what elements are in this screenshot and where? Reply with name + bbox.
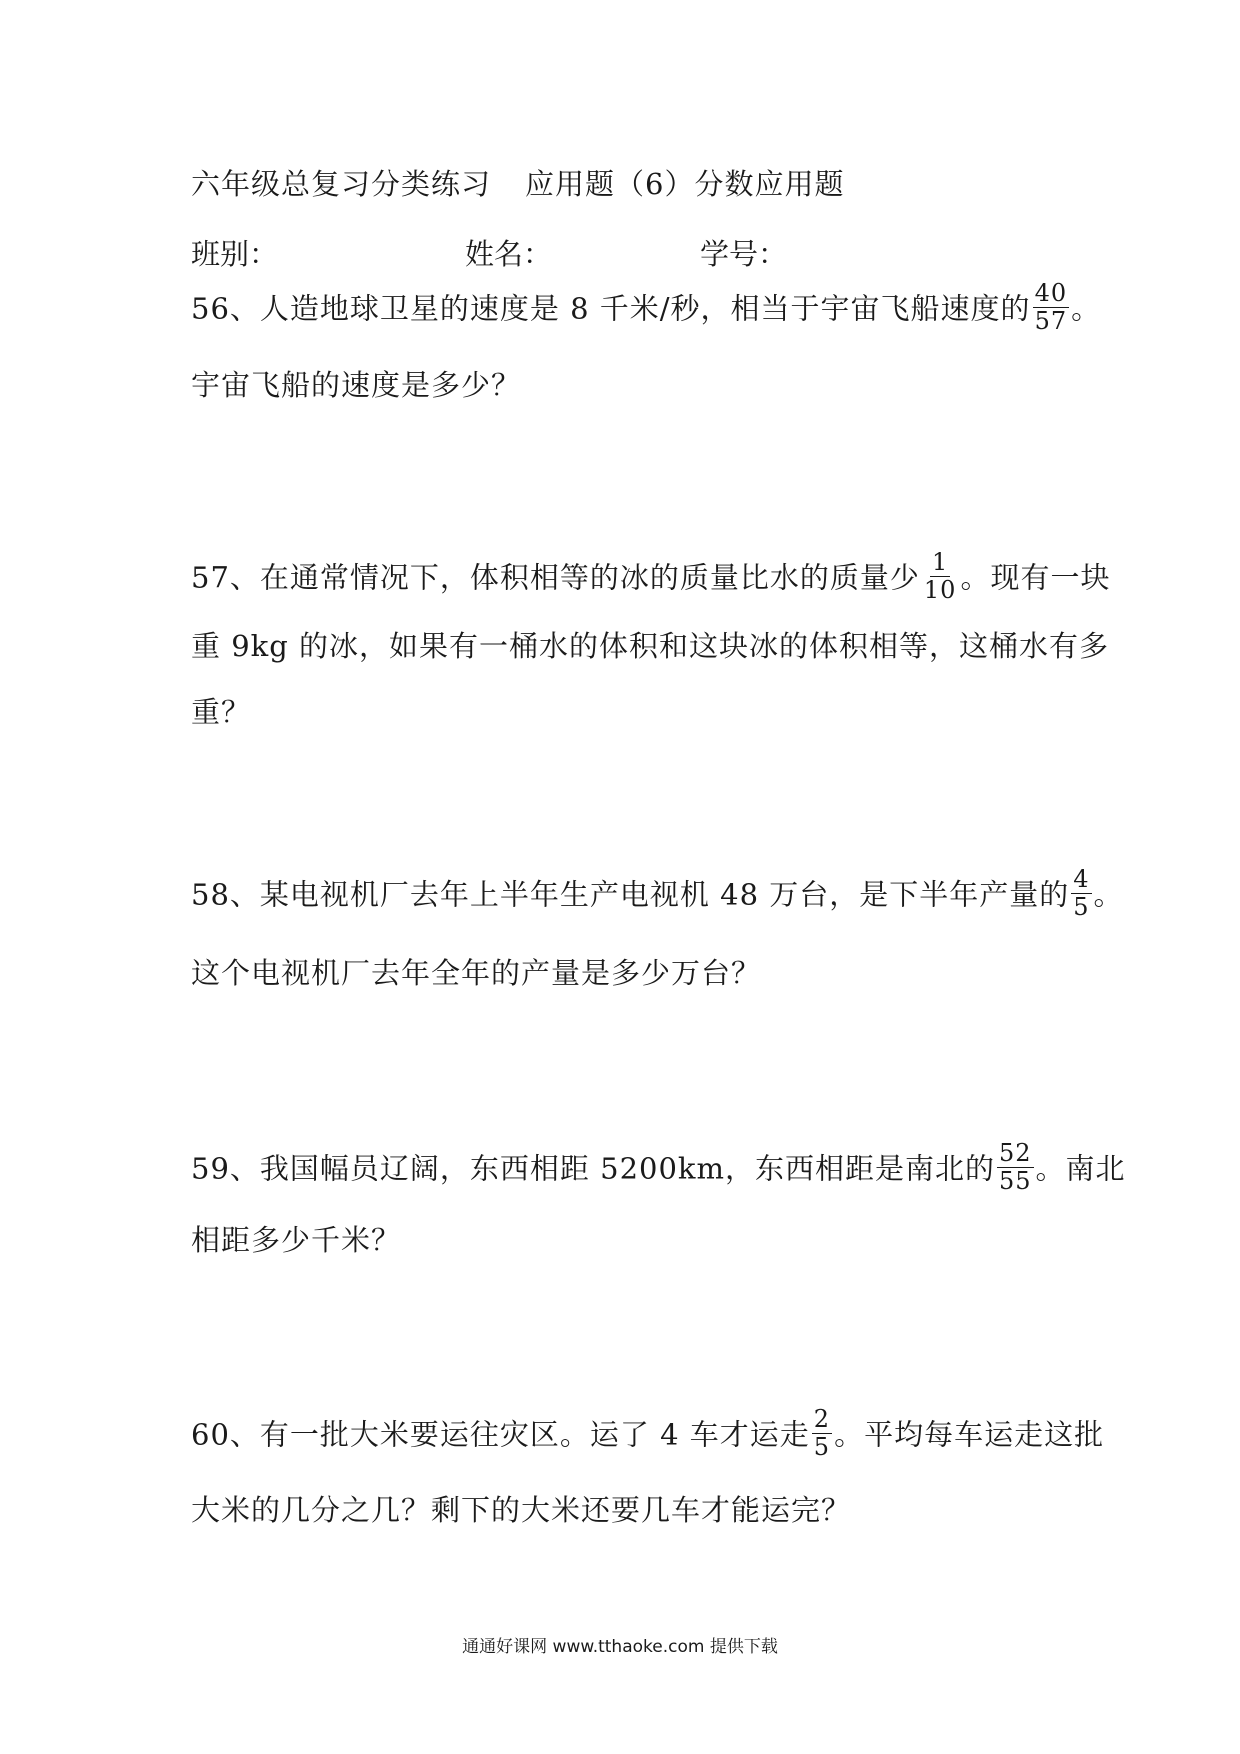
fraction: $\frac{2}{5}$ <box>813 1405 831 1462</box>
question-57-line1: 57、在通常情况下，体积相等的冰的质量比水的质量少 $\frac{1}{10}$ 。现有一块 <box>191 548 1111 605</box>
question-58-line2: 这个电视机厂去年全年的产量是多少万台？ <box>191 956 762 990</box>
fraction: $\frac{52}{55}$ <box>999 1139 1032 1196</box>
fraction: $\frac{4}{5}$ <box>1073 865 1090 922</box>
question-57-line2: 重 9kg 的冰，如果有一桶水的体积和这块冰的体积相等，这桶水有多 <box>191 629 1110 663</box>
title-part2: 应用题（6）分数应用题 <box>525 167 845 201</box>
question-57-line3: 重？ <box>191 695 252 729</box>
question-59-line1: 59、我国幅员辽阔，东西相距 5200km，东西相距是南北的 $\frac{52}{55}$ 。南北 <box>191 1139 1126 1196</box>
question-60-line1: 60、有一批大米要运往灾区。运了 4 车才运走 $\frac{2}{5}$ 。平均每车运走这批 <box>191 1405 1105 1462</box>
question-59-line2: 相距多少千米？ <box>191 1223 402 1257</box>
footer-text: 通通好课网 www.tthaoke.com 提供下载 <box>462 1637 778 1657</box>
fraction: $\frac{1}{10}$ <box>923 548 957 605</box>
student-id-label: 学号： <box>700 237 788 271</box>
name-label: 姓名： <box>465 237 553 271</box>
question-56-line1: 56、人造地球卫星的速度是 8 千米/秒，相当于宇宙飞船速度的 $\frac{40}{57}$ 。 <box>191 279 1102 336</box>
class-label: 班别： <box>191 237 279 271</box>
question-58-line1: 58、某电视机厂去年上半年生产电视机 48 万台，是下半年产量的 $\frac{4}{5}$ 。 <box>191 865 1124 922</box>
question-60-line2: 大米的几分之几？剩下的大米还要几车才能运完？ <box>191 1493 852 1527</box>
fraction: $\frac{40}{57}$ <box>1034 279 1068 336</box>
title-part1: 六年级总复习分类练习 <box>191 167 492 201</box>
page-title <box>191 162 844 203</box>
question-56-line2: 宇宙飞船的速度是多少？ <box>191 368 522 402</box>
